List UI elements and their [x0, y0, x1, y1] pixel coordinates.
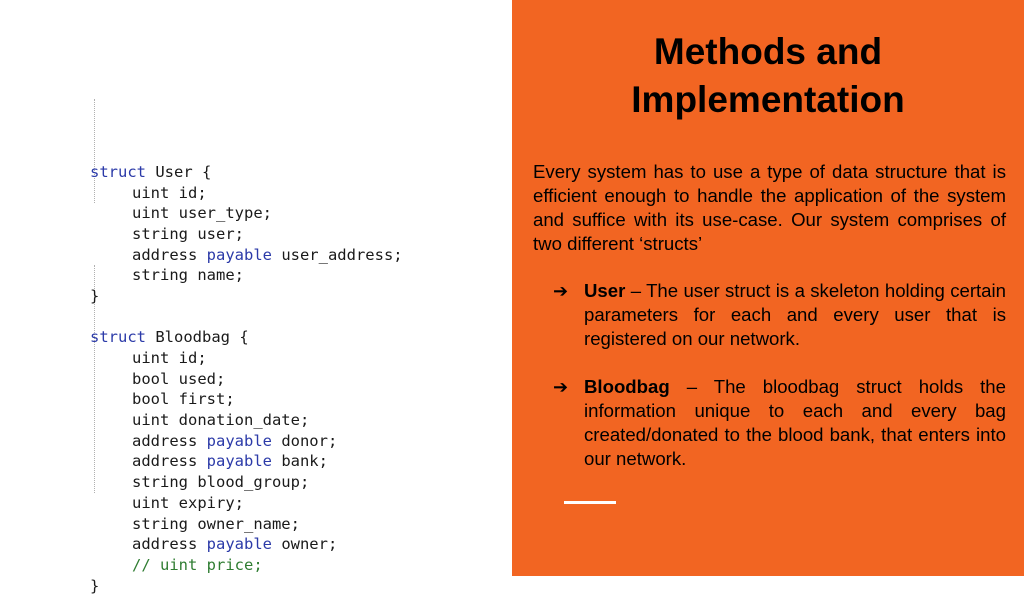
- code-token: bool used;: [132, 369, 226, 388]
- code-keyword: payable: [206, 245, 272, 264]
- bullet-list: [533, 279, 1006, 495]
- code-token: Bloodbag {: [146, 328, 249, 347]
- bullet-term: User: [584, 280, 626, 301]
- code-line: [90, 307, 403, 328]
- title-line-2: Implementation: [631, 79, 905, 120]
- bullet-text: – The bloodbag struct holds the information unique to each and every bag created/donated to the blood bank, that enters into our network.: [584, 376, 1006, 469]
- code-line: [90, 183, 403, 204]
- code-token: uint expiry;: [132, 493, 244, 512]
- intro-paragraph: Every system has to use a type of data structure that is efficient enough to handle the application of the system and suffice with its use-case. Our system comprises of two different ‘structs’: [533, 161, 1006, 254]
- code-line: [90, 451, 403, 472]
- code-token: User {: [146, 162, 212, 181]
- code-line: [90, 265, 403, 286]
- code-token: }: [90, 576, 100, 595]
- decorative-rule: [564, 501, 616, 504]
- text-panel: [512, 0, 1024, 576]
- code-token: address: [132, 245, 207, 264]
- code-line: [90, 224, 403, 245]
- code-line: [90, 431, 403, 452]
- code-token: uint donation_date;: [132, 411, 310, 430]
- code-line: [90, 369, 403, 390]
- code-line: [90, 162, 403, 183]
- code-token: uint user_type;: [132, 204, 272, 223]
- code-line: [90, 348, 403, 369]
- code-line: [90, 514, 403, 535]
- code-line: [90, 576, 403, 596]
- bullet-bloodbag: [533, 375, 1006, 471]
- code-line: [90, 203, 403, 224]
- code-token: uint id;: [132, 349, 207, 367]
- code-keyword: struct: [90, 162, 146, 181]
- code-line: [90, 493, 403, 514]
- arrow-icon: ➔: [553, 281, 569, 301]
- code-token: bank;: [271, 452, 328, 471]
- code-line: [90, 410, 403, 431]
- code-token: address: [132, 431, 207, 450]
- code-keyword: payable: [206, 431, 272, 450]
- code-token: donor;: [271, 431, 338, 450]
- code-keyword: struct: [90, 328, 146, 347]
- bullet-user: [533, 279, 1006, 351]
- code-line: [90, 534, 403, 555]
- code-token: address: [132, 452, 207, 471]
- code-token: uint id;: [132, 183, 207, 202]
- code-line: [90, 327, 403, 348]
- code-token: bool first;: [132, 390, 235, 409]
- code-line: [90, 555, 403, 576]
- bullet-text: – The user struct is a skeleton holding certain parameters for each and every user that is registered on our network.: [584, 280, 1006, 349]
- bullet-term: Bloodbag: [584, 376, 670, 397]
- arrow-icon: ➔: [553, 377, 569, 397]
- code-token: string user;: [132, 224, 244, 243]
- title-line-1: Methods and: [653, 31, 883, 72]
- code-token: owner;: [271, 535, 338, 554]
- code-token: string name;: [132, 266, 244, 285]
- slide-title: [512, 28, 1024, 124]
- code-token: user_address;: [271, 245, 403, 264]
- code-keyword: payable: [206, 535, 272, 554]
- code-line: [90, 245, 403, 266]
- code-comment: // uint price;: [132, 555, 263, 574]
- code-panel: [0, 0, 512, 595]
- code-token: }: [90, 286, 100, 305]
- code-line: [90, 389, 403, 410]
- code-token: string owner_name;: [132, 514, 300, 533]
- code-block: [90, 79, 403, 596]
- code-keyword: payable: [206, 452, 272, 471]
- code-token: string blood_group;: [132, 473, 310, 492]
- code-line: [90, 472, 403, 493]
- code-line: [90, 286, 403, 307]
- code-token: address: [132, 535, 207, 554]
